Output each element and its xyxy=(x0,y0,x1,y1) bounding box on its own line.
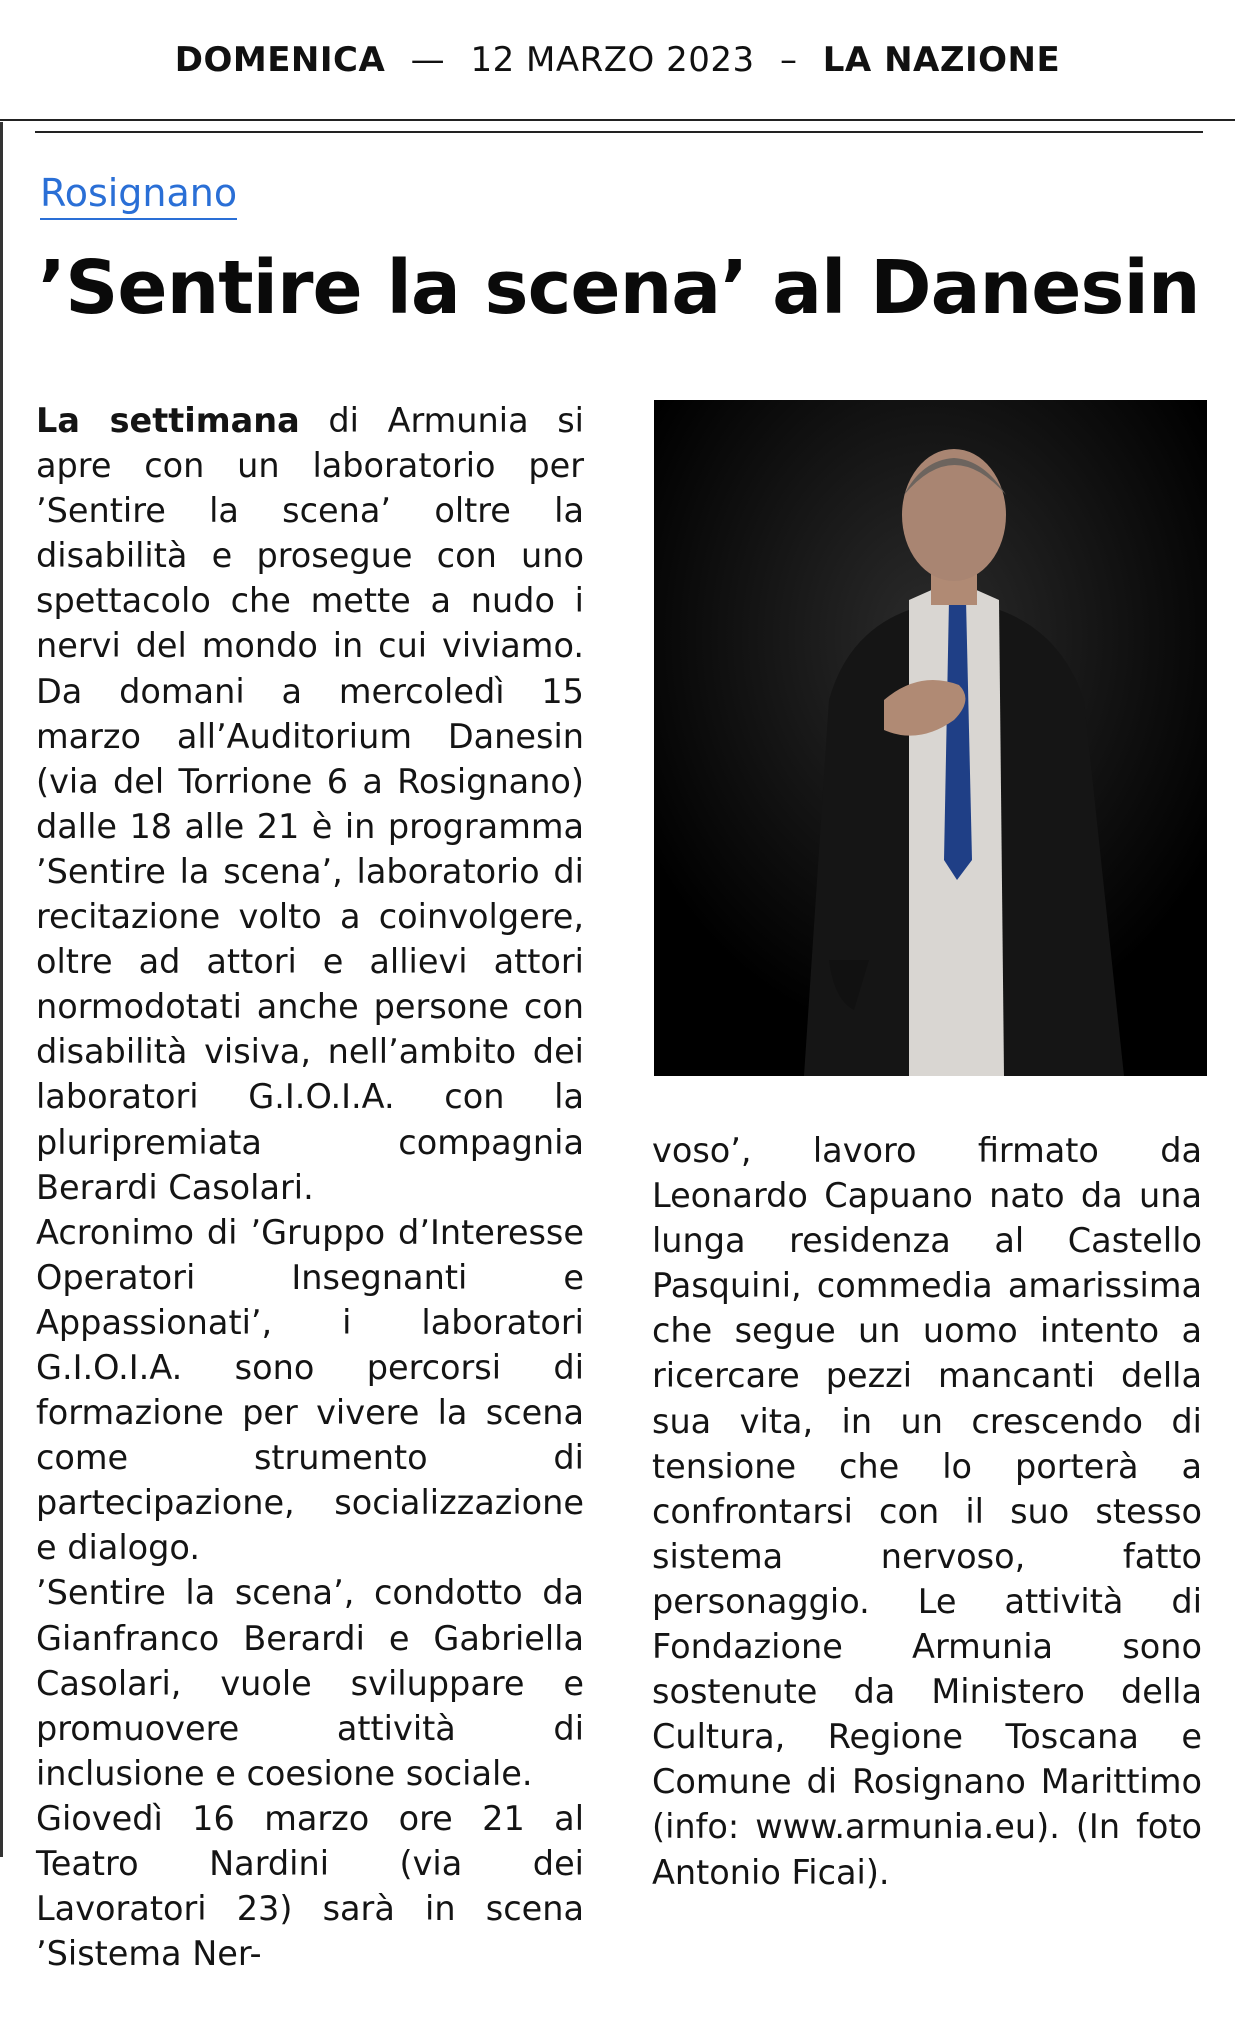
article-paragraph: voso’, lavoro firmato da Leonardo Capuano nato da una lunga residenza al Castello Pasquini, commedia amarissima che segue un uomo intento a ricercare pezzi mancanti della sua vita, in un crescendo di tensione che lo porterà a confrontarsi con il suo stesso sistema nervoso, fatto personaggio. Le attività di Fondazione Armunia sono sostenute da Ministero della Cultura, Regione Toscana e Comune di Rosignano Marittimo (info: www.armunia.eu). (In foto Antonio Ficai). xyxy=(652,1131,1202,1892)
article-paragraph: ’Sentire la scena’, condotto da Gianfranco Berardi e Gabriella Casolari, vuole sviluppare e promuovere attività di inclusione e coesione sociale. xyxy=(36,1573,584,1793)
article-headline: ’Sentire la scena’ al Danesin xyxy=(38,245,1200,331)
article-column-right xyxy=(652,1128,1202,1895)
article-paragraph xyxy=(36,398,584,1210)
masthead-day: DOMENICA xyxy=(174,40,386,80)
masthead-line xyxy=(0,40,1235,80)
page-left-border xyxy=(0,122,3,1857)
article-lead: La settimana xyxy=(36,401,300,440)
article-paragraph: Acronimo di ’Gruppo d’Interesse Operatori Insegnanti e Appassionati’, i laboratori G.I.O.I.A. sono percorsi di formazione per vivere la scena come strumento di partecipazione, socializzazione e dialogo. xyxy=(36,1212,584,1568)
section-label: Rosignano xyxy=(40,172,237,220)
article-paragraph: Giovedì 16 marzo ore 21 al Teatro Nardini (via dei Lavoratori 23) sarà in scena ’Sistema Ner- xyxy=(36,1798,584,1974)
actor-silhouette-icon xyxy=(654,400,1207,1076)
header-divider xyxy=(0,119,1235,121)
actor-on-stage-photo xyxy=(654,400,1207,1076)
article-divider xyxy=(35,131,1203,133)
masthead-dash: — xyxy=(410,40,446,80)
article-column-left xyxy=(36,398,584,1976)
masthead-date: 12 MARZO 2023 xyxy=(470,40,755,80)
masthead-paper: LA NAZIONE xyxy=(822,40,1061,80)
masthead-dash: – xyxy=(779,40,798,80)
article-text: di Armunia si apre con un laboratorio per ’Sentire la scena’ oltre la disabilità e prosegue con uno spettacolo che mette a nudo i nervi del mondo in cui viviamo. Da domani a mercoledì 15 marzo all’Auditorium Danesin (via del Torrione 6 a Rosignano) dalle 18 alle 21 è in programma ’Sentire la scena’, laboratorio di recitazione volto a coinvolgere, oltre ad attori e allievi attori normodotati anche persone con disabilità visiva, nell’ambito dei laboratori G.I.O.I.A. con la pluripremiata compagnia Berardi Casolari. xyxy=(36,401,584,1207)
